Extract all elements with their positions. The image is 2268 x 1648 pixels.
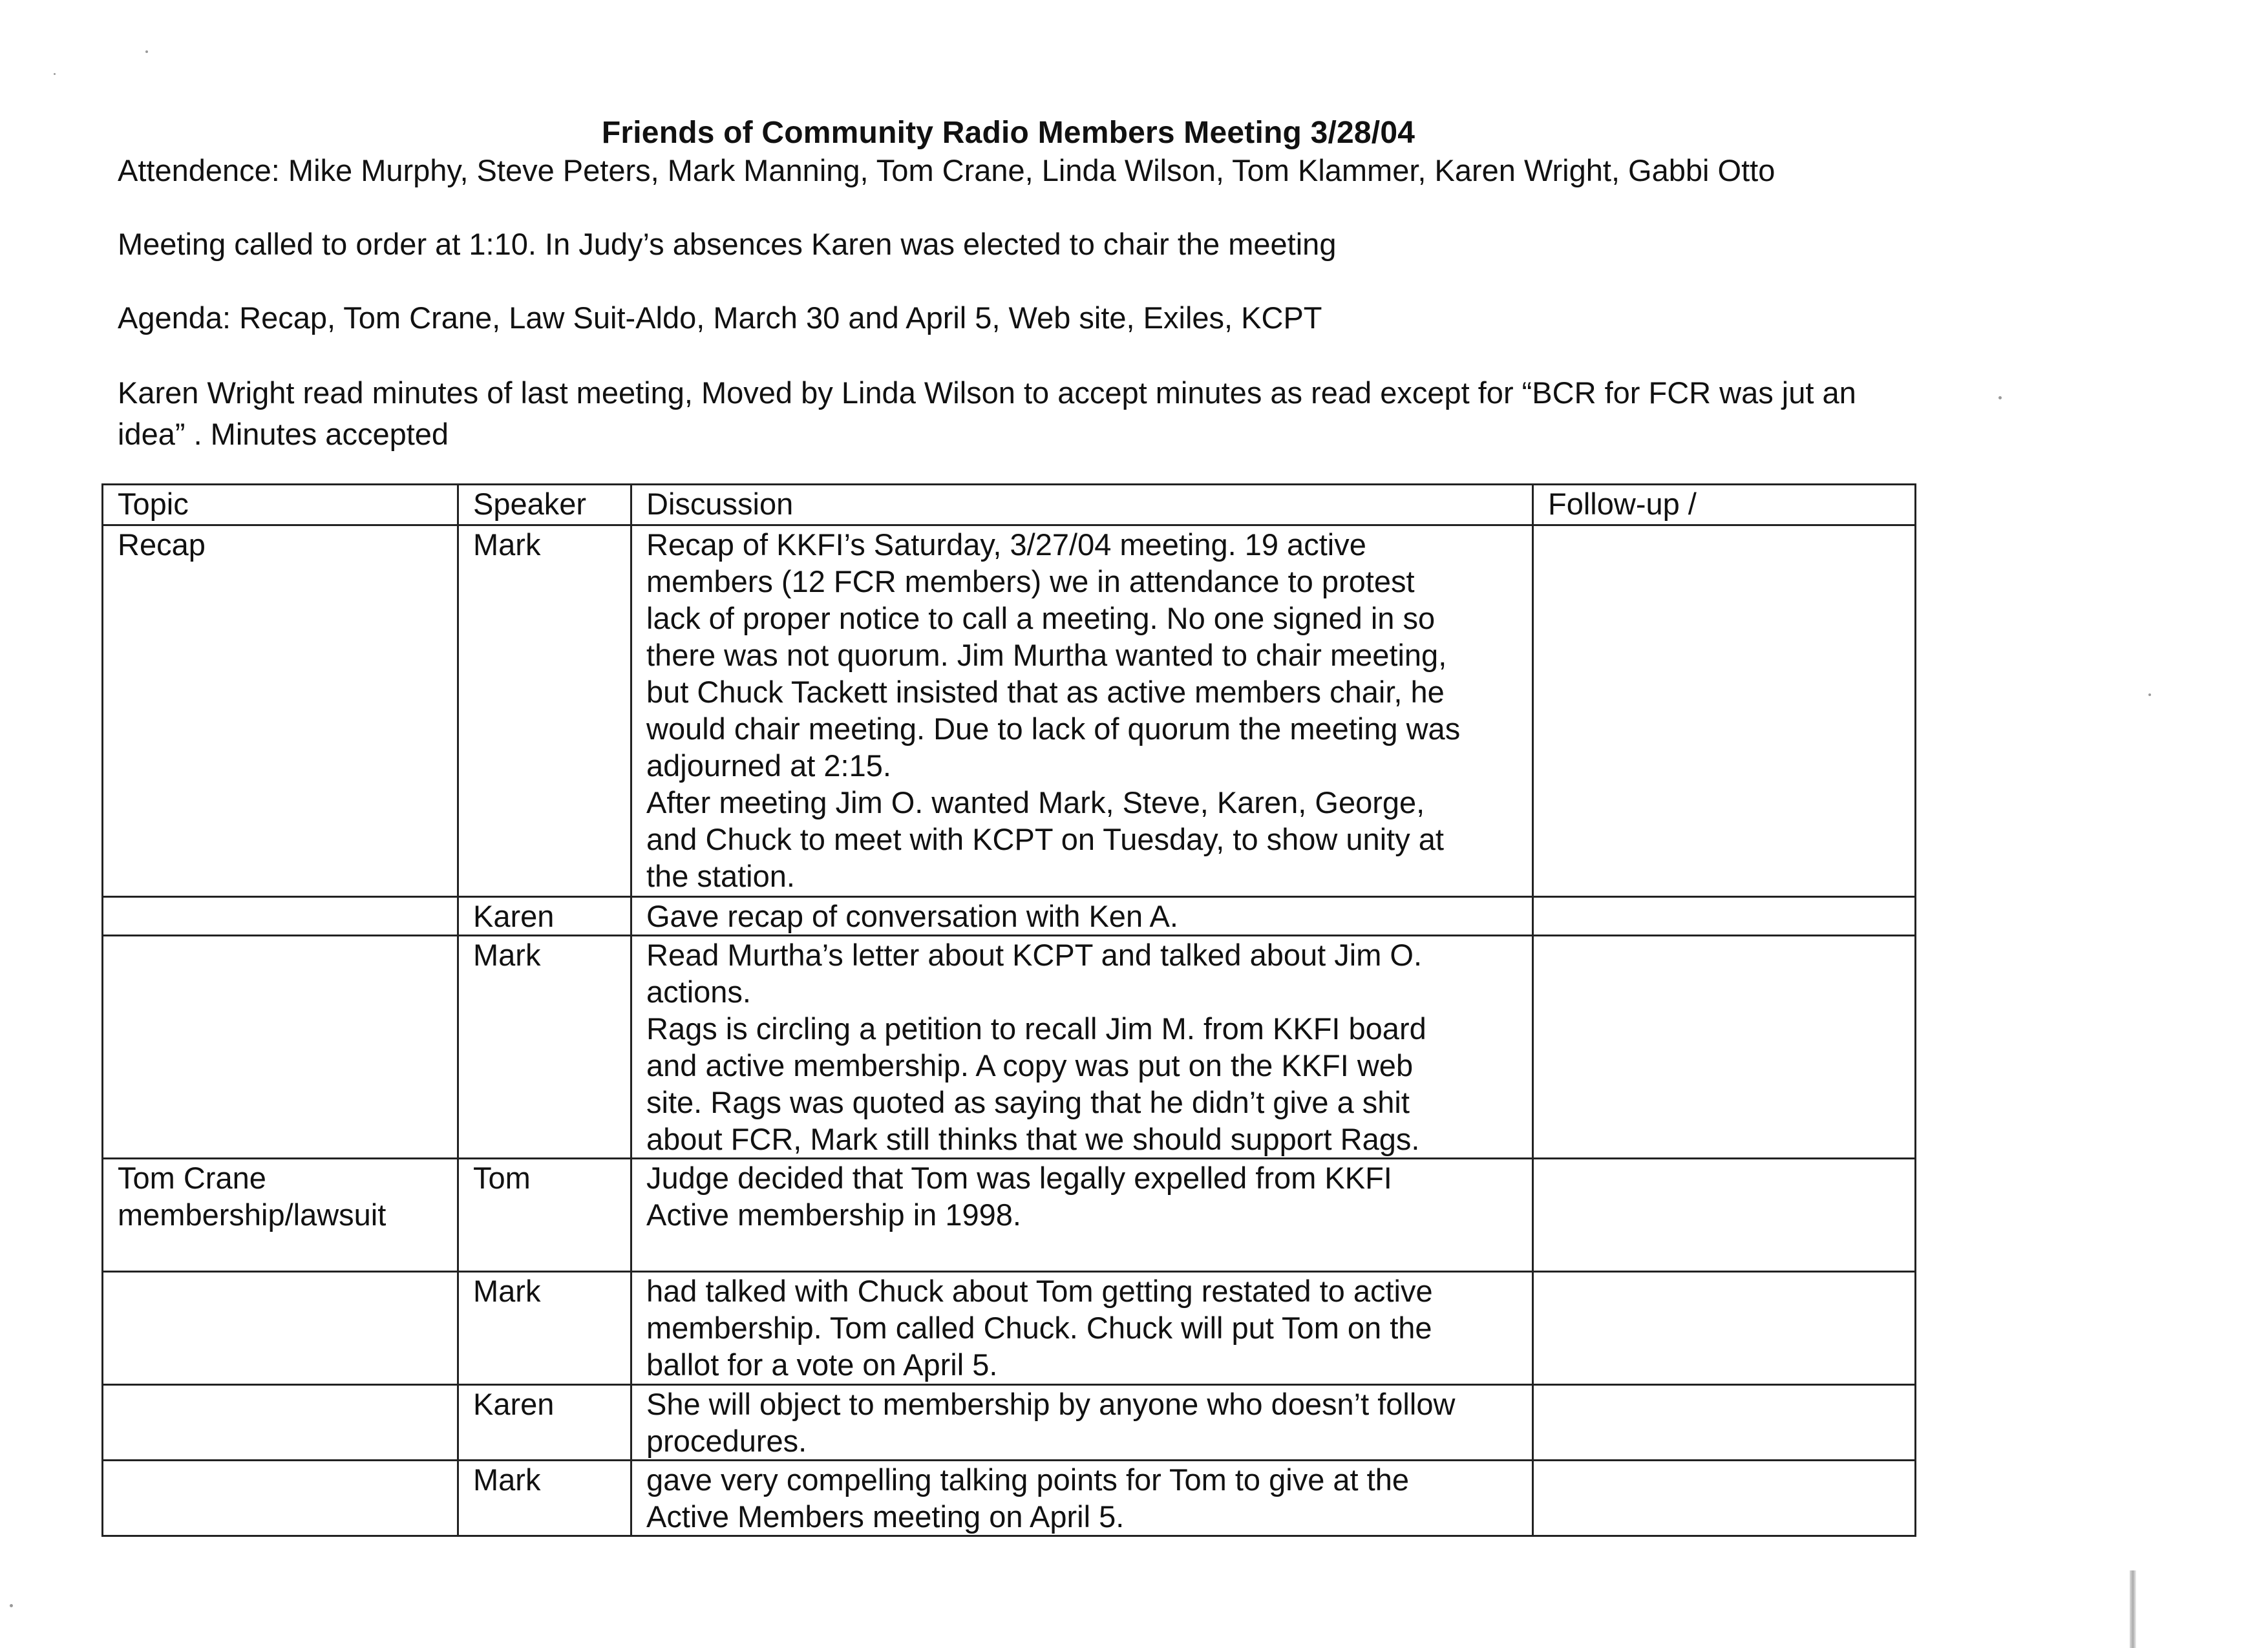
discussion-line: adjourned at 2:15. [646, 748, 891, 783]
topic-cell [103, 1385, 458, 1461]
discussion-line: ballot for a vote on April 5. [646, 1347, 998, 1382]
discussion-line: members (12 FCR members) we in attendance to protest [646, 564, 1415, 598]
table-header-row [103, 485, 1916, 525]
discussion-line: site. Rags was quoted as saying that he didn’t give a shit [646, 1085, 1410, 1119]
discussion-line: membership. Tom called Chuck. Chuck will put Tom on the [646, 1311, 1432, 1345]
topic-line: membership/lawsuit [118, 1198, 387, 1232]
discussion-line: would chair meeting. Due to lack of quorum the meeting was [646, 712, 1461, 746]
scan-speck [145, 50, 148, 53]
discussion-cell [631, 1461, 1533, 1536]
discussion-cell [631, 525, 1533, 897]
discussion-line: She will object to membership by anyone who doesn’t follow [646, 1387, 1456, 1421]
followup-cell [1533, 936, 1916, 1159]
scan-speck [2148, 693, 2151, 696]
document-title: Friends of Community Radio Members Meeting 3/28/04 [601, 116, 1415, 150]
table-row [103, 936, 1916, 1159]
scan-speck [1998, 396, 2002, 399]
followup-cell [1533, 1385, 1916, 1461]
table-row [103, 1385, 1916, 1461]
topic-cell [103, 1272, 458, 1385]
table-row [103, 897, 1916, 936]
table-row [103, 1159, 1916, 1272]
discussion-line: about FCR, Mark still thinks that we should support Rags. [646, 1122, 1420, 1156]
minutes-line-2: idea” . Minutes accepted [118, 417, 449, 451]
topic-cell [103, 1461, 458, 1536]
discussion-cell [631, 1159, 1533, 1272]
discussion-line: After meeting Jim O. wanted Mark, Steve, Karen, George, [646, 785, 1425, 819]
discussion-line: there was not quorum. Jim Murtha wanted to chair meeting, [646, 638, 1447, 672]
header-followup: Follow-up / [1533, 485, 1916, 525]
called-to-order-line: Meeting called to order at 1:10. In Judy’s absences Karen was elected to chair the meeting [118, 227, 1337, 261]
speaker-cell: Karen [458, 1385, 631, 1461]
attendance-line: Attendence: Mike Murphy, Steve Peters, Mark Manning, Tom Crane, Linda Wilson, Tom Klammer, Karen Wright, Gabbi Otto [118, 153, 1775, 187]
discussion-line: Active Members meeting on April 5. [646, 1499, 1125, 1534]
scan-speck [54, 73, 56, 75]
discussion-line: but Chuck Tackett insisted that as active members chair, he [646, 675, 1445, 709]
scan-edge-shadow [2130, 1570, 2136, 1648]
speaker-cell: Mark [458, 936, 631, 1159]
topic-cell: Recap [103, 525, 458, 897]
discussion-line: actions. [646, 975, 751, 1009]
agenda-line: Agenda: Recap, Tom Crane, Law Suit-Aldo, March 30 and April 5, Web site, Exiles, KCPT [118, 301, 1322, 335]
speaker-cell: Tom [458, 1159, 631, 1272]
followup-cell [1533, 1272, 1916, 1385]
discussion-line: gave very compelling talking points for Tom to give at the [646, 1463, 1409, 1497]
topic-cell [103, 897, 458, 936]
speaker-cell: Mark [458, 1461, 631, 1536]
discussion-cell [631, 936, 1533, 1159]
discussion-line: Gave recap of conversation with Ken A. [646, 899, 1178, 933]
discussion-line: Read Murtha’s letter about KCPT and talked about Jim O. [646, 938, 1423, 972]
header-discussion: Discussion [631, 485, 1533, 525]
followup-cell [1533, 897, 1916, 936]
discussion-line: had talked with Chuck about Tom getting restated to active [646, 1274, 1433, 1308]
followup-cell [1533, 1461, 1916, 1536]
discussion-cell [631, 1272, 1533, 1385]
minutes-table [101, 483, 1916, 1537]
discussion-line: and active membership. A copy was put on the KKFI web [646, 1048, 1414, 1083]
discussion-line: and Chuck to meet with KCPT on Tuesday, to show unity at [646, 822, 1444, 856]
followup-cell [1533, 1159, 1916, 1272]
header-topic: Topic [103, 485, 458, 525]
speaker-cell: Karen [458, 897, 631, 936]
table-row [103, 525, 1916, 897]
topic-line: Tom Crane [118, 1161, 266, 1195]
table-row [103, 1272, 1916, 1385]
discussion-cell [631, 1385, 1533, 1461]
topic-cell [103, 1159, 458, 1272]
speaker-cell: Mark [458, 1272, 631, 1385]
speaker-cell: Mark [458, 525, 631, 897]
discussion-line: Recap of KKFI’s Saturday, 3/27/04 meeting. 19 active [646, 527, 1366, 562]
discussion-line: Active membership in 1998. [646, 1198, 1021, 1232]
header-speaker: Speaker [458, 485, 631, 525]
followup-cell [1533, 525, 1916, 897]
discussion-line: Judge decided that Tom was legally expelled from KKFI [646, 1161, 1392, 1195]
discussion-line: lack of proper notice to call a meeting. No one signed in so [646, 601, 1436, 635]
minutes-paragraph [118, 372, 2031, 455]
discussion-cell [631, 897, 1533, 936]
discussion-line: the station. [646, 859, 795, 893]
minutes-line-1: Karen Wright read minutes of last meeting, Moved by Linda Wilson to accept minutes as read except for “BCR for FCR was jut an [118, 375, 1856, 410]
discussion-line: Rags is circling a petition to recall Jim M. from KKFI board [646, 1011, 1426, 1046]
table-row [103, 1461, 1916, 1536]
topic-cell [103, 936, 458, 1159]
scan-speck [10, 1604, 13, 1607]
discussion-line: procedures. [646, 1424, 807, 1458]
